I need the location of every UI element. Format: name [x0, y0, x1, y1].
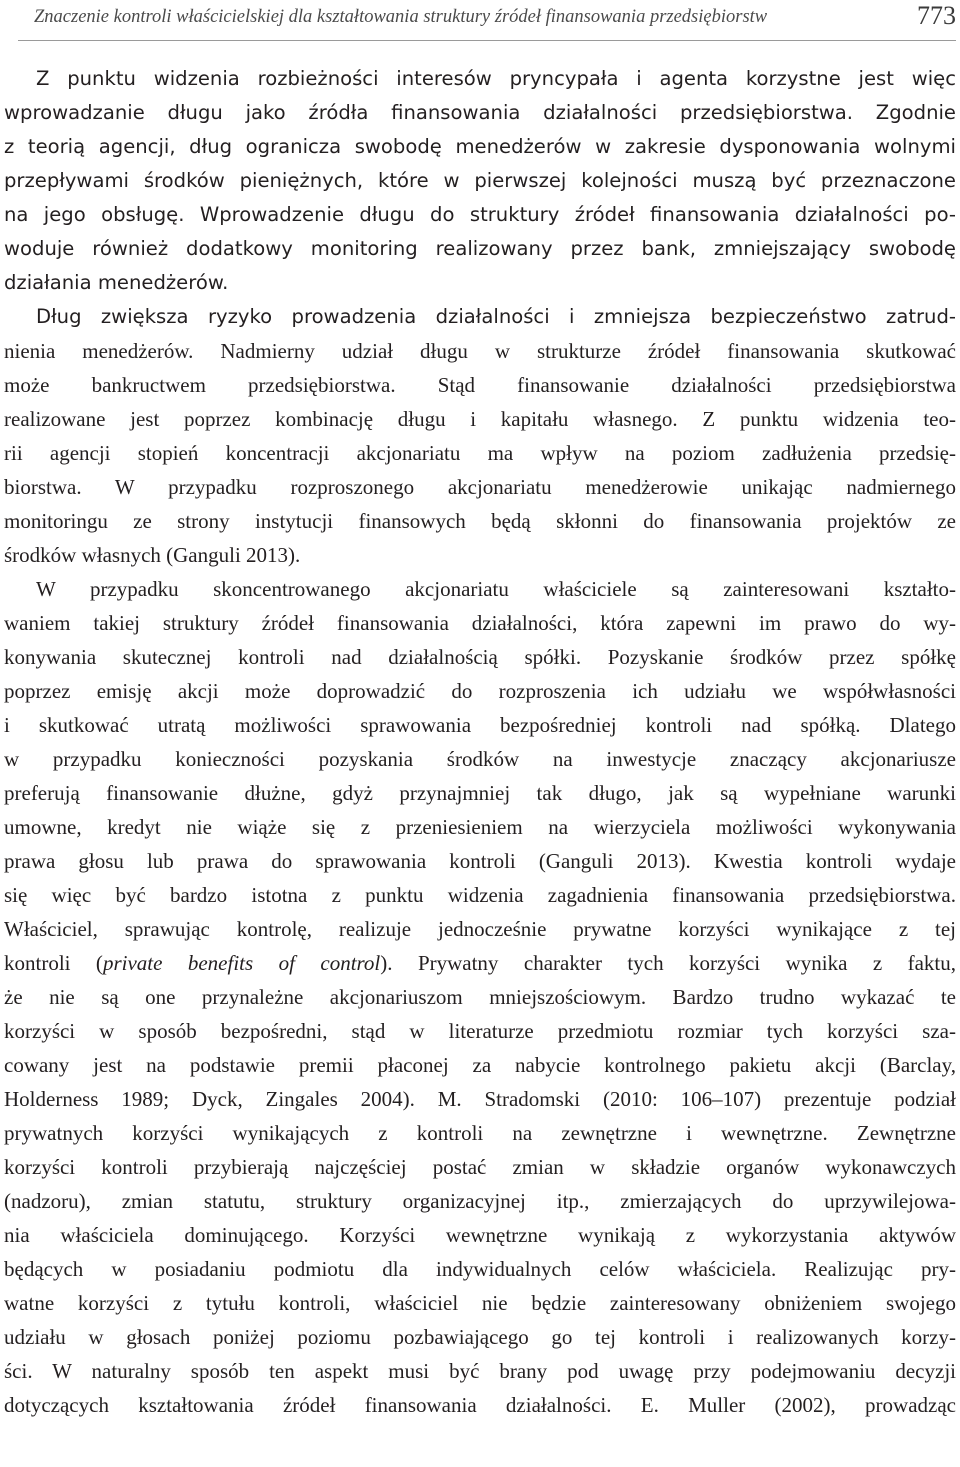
emphasis-term: private benefits of control [102, 951, 381, 975]
text-line: Dług zwiększa ryzyko prowadzenia działalności i zmniejsza bezpieczeństwo zatrud- [36, 305, 956, 328]
text-line: udziału w głosach poniżej poziomu pozbawiającego go tej kontroli i realizowanych korzy- [4, 1325, 956, 1349]
text-line: ści. W naturalny sposób ten aspekt musi być brany pod uwagę przy podejmowaniu decyzji [4, 1359, 956, 1383]
text-line: woduje również dodatkowy monitoring realizowany przez bank, zmniejszający swobodę [4, 237, 956, 260]
text-line: w przypadku konieczności pozyskania środków na inwestycje znaczący akcjonariusze [4, 747, 956, 771]
text-line: wprowadzanie długu jako źródła finansowania działalności przedsiębiorstwa. Zgodnie [4, 101, 956, 124]
running-header [18, 0, 956, 41]
text-line: na jego obsługę. Wprowadzenie długu do struktury źródeł finansowania działalności po- [4, 203, 956, 226]
text-line: Właściciel, sprawując kontrolę, realizuje jednocześnie prywatne korzyści wynikające z tej [4, 917, 956, 941]
text-line: będących w posiadaniu podmiotu dla indywidualnych celów właściciela. Realizując pry- [4, 1257, 956, 1281]
page-number: 773 [917, 1, 956, 30]
text-line: korzyści w sposób bezpośredni, stąd w literaturze przedmiotu rozmiar tych korzyści sza- [4, 1019, 956, 1043]
text-line: prawa głosu lub prawa do sprawowania kontroli (Ganguli 2013). Kwestia kontroli wydaje [4, 849, 956, 873]
text-segment: ). Prywatny charakter tych korzyści wynika z faktu, [380, 951, 956, 975]
text-line: umowne, kredyt nie wiąże się z przeniesieniem na wierzyciela możliwości wykonywania [4, 815, 956, 839]
text-line: korzyści kontroli przybierają najczęściej postać zmian w składzie organów wykonawczych [4, 1155, 956, 1179]
text-line: nia właściciela dominującego. Korzyści wewnętrzne wynikają z wykorzystania aktywów [4, 1223, 956, 1247]
text-line: że nie są one przynależne akcjonariuszom mniejszościowym. Bardzo trudno wykazać te [4, 985, 956, 1009]
text-line [4, 1422, 956, 1456]
text-line: z teorią agencji, dług ogranicza swobodę menedżerów w zakresie dysponowania wolnymi [4, 135, 956, 158]
text-line: cowany jest na podstawie premii płaconej za nabycie kontrolnego pakietu akcji (Barclay, [4, 1053, 956, 1077]
text-line: środków własnych (Ganguli 2013). [4, 543, 301, 567]
text-line: (nadzoru), zmian statutu, struktury organizacyjnej itp., zmierzających do uprzywilejowa- [4, 1189, 956, 1213]
text-line: przepływami środków pieniężnych, które w pierwszej kolejności muszą być przeznaczone [4, 169, 956, 192]
text-line: może bankructwem przedsiębiorstwa. Stąd finansowanie działalności przedsiębiorstwa [4, 373, 956, 397]
text-line: biorstwa. W przypadku rozproszonego akcjonariatu menedżerowie unikając nadmiernego [4, 475, 956, 499]
running-header-title: Znaczenie kontroli właścicielskiej dla kształtowania struktury źródeł finansowania przedsiębiorstw [34, 7, 768, 27]
text-line: W przypadku skoncentrowanego akcjonariatu właściciele są zainteresowani kształto- [36, 577, 956, 601]
text-line: Holderness 1989; Dyck, Zingales 2004). M. Stradomski (2010: 106–107) prezentuje podział [4, 1087, 956, 1111]
text-line: realizowane jest poprzez kombinację długu i kapitału własnego. Z punktu widzenia teo- [4, 407, 956, 431]
text-line: watne korzyści z tytułu kontroli, właściciel nie będzie zainteresowany obniżeniem swojego [4, 1291, 956, 1315]
text-line-with-emphasis [4, 946, 956, 980]
text-line: dotyczących kształtowania źródeł finansowania działalności. E. Muller (2002), prowadząc [4, 1393, 956, 1417]
text-line: waniem takiej struktury źródeł finansowania działalności, która zapewni im prawo do wy- [4, 611, 956, 635]
text-line: się więc być bardzo istotna z punktu widzenia zagadnienia finansowania przedsiębiorstwa. [4, 883, 956, 907]
text-line: rii agencji stopień koncentracji akcjonariatu ma wpływ na poziom zadłużenia przedsię- [4, 441, 956, 465]
text-line: monitoringu ze strony instytucji finansowych będą skłonni do finansowania projektów ze [4, 509, 956, 533]
text-line: działania menedżerów. [4, 271, 229, 294]
text-segment: kontroli ( [4, 951, 103, 975]
text-line: nienia menedżerów. Nadmierny udział długu w strukturze źródeł finansowania skutkować [4, 339, 956, 363]
text-line: prywatnych korzyści wynikających z kontroli na zewnętrzne i wewnętrzne. Zewnętrzne [4, 1121, 956, 1145]
text-line: preferują finansowanie dłużne, gdyż przynajmniej tak długo, jak są wypełniane warunki [4, 781, 956, 805]
text-line: poprzez emisję akcji może doprowadzić do rozproszenia ich udziału we współwłasności [4, 679, 956, 703]
text-line: Z punktu widzenia rozbieżności interesów pryncypała i agenta korzystne jest więc [36, 67, 956, 90]
text-line: konywania skutecznej kontroli nad działalnością spółki. Pozyskanie środków przez spółkę [4, 645, 956, 669]
text-line: i skutkować utratą możliwości sprawowania bezpośredniej kontroli nad spółką. Dlatego [4, 713, 956, 737]
